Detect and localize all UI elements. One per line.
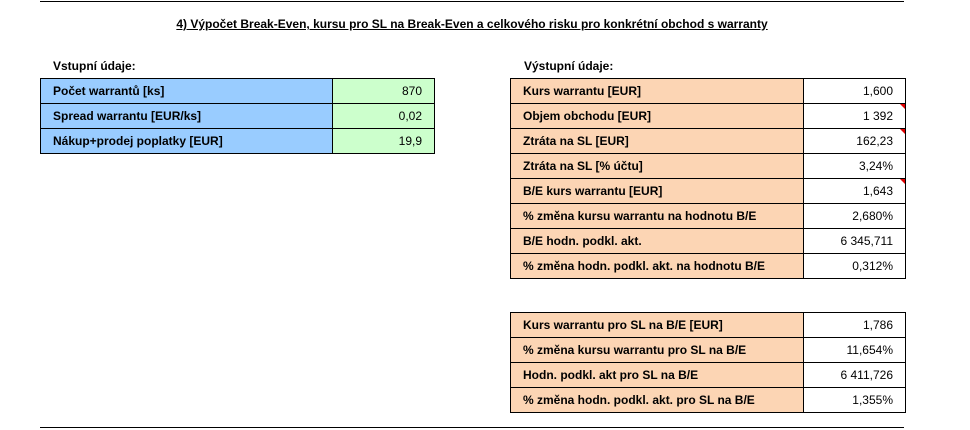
sl-value-cell[interactable]: 1,355% [804,388,906,413]
sl-row [511,363,906,388]
output-label-cell[interactable]: B/E hodn. podkl. akt. [511,229,804,254]
output-value-cell[interactable]: 2,680% [804,204,906,229]
sheet-title: 4) Výpočet Break-Even, kursu pro SL na Break-Even a celkového risku pro konkrétní obchod s warranty [176,17,768,31]
output-label-cell[interactable]: % změna kursu warrantu na hodnotu B/E [511,204,804,229]
sl-label-cell[interactable]: % změna kursu warrantu pro SL na B/E [511,338,804,363]
output-label-cell[interactable]: Ztráta na SL [% účtu] [511,154,804,179]
output-row [511,129,906,154]
output-section-label: Výstupní údaje: [524,59,614,73]
output-row [511,254,906,279]
input-row-spread [41,104,435,129]
output-value-cell[interactable]: 1,643 [804,179,906,204]
sl-label-cell[interactable]: % změna hodn. podkl. akt. pro SL na B/E [511,388,804,413]
input-label-cell[interactable]: Spread warrantu [EUR/ks] [41,104,333,129]
output-label-cell[interactable]: Objem obchodu [EUR] [511,104,804,129]
sl-label-cell[interactable]: Kurs warrantu pro SL na B/E [EUR] [511,313,804,338]
output-value-cell[interactable]: 1 392 [804,104,906,129]
output-label-cell[interactable]: Ztráta na SL [EUR] [511,129,804,154]
output-row [511,79,906,104]
input-label-cell[interactable]: Nákup+prodej poplatky [EUR] [41,129,333,154]
input-row-fees [41,129,435,154]
output-label-cell[interactable]: % změna hodn. podkl. akt. na hodnotu B/E [511,254,804,279]
output-row [511,104,906,129]
output-label-cell[interactable]: B/E kurs warrantu [EUR] [511,179,804,204]
sl-row [511,338,906,363]
sl-value-cell[interactable]: 6 411,726 [804,363,906,388]
output-row [511,204,906,229]
sl-table [510,312,906,413]
input-value-cell[interactable]: 0,02 [333,104,435,129]
input-section-label: Vstupní údaje: [53,59,136,73]
output-value-cell[interactable]: 0,312% [804,254,906,279]
input-label-cell[interactable]: Počet warrantů [ks] [41,79,333,104]
output-value-cell[interactable]: 1,600 [804,79,906,104]
input-row-warrant-count [41,79,435,104]
output-label-cell[interactable]: Kurs warrantu [EUR] [511,79,804,104]
sl-row [511,313,906,338]
input-value-cell[interactable]: 19,9 [333,129,435,154]
sl-value-cell[interactable]: 11,654% [804,338,906,363]
input-value-cell[interactable]: 870 [333,79,435,104]
output-row [511,229,906,254]
output-value-cell[interactable]: 3,24% [804,154,906,179]
output-table [510,78,906,279]
output-row [511,179,906,204]
input-table [40,78,435,154]
sl-value-cell[interactable]: 1,786 [804,313,906,338]
output-row [511,154,906,179]
sl-label-cell[interactable]: Hodn. podkl. akt pro SL na B/E [511,363,804,388]
output-value-cell[interactable]: 6 345,711 [804,229,906,254]
output-value-cell[interactable]: 162,23 [804,129,906,154]
sl-row [511,388,906,413]
bottom-border-line [40,427,904,428]
top-border-line [40,1,904,2]
